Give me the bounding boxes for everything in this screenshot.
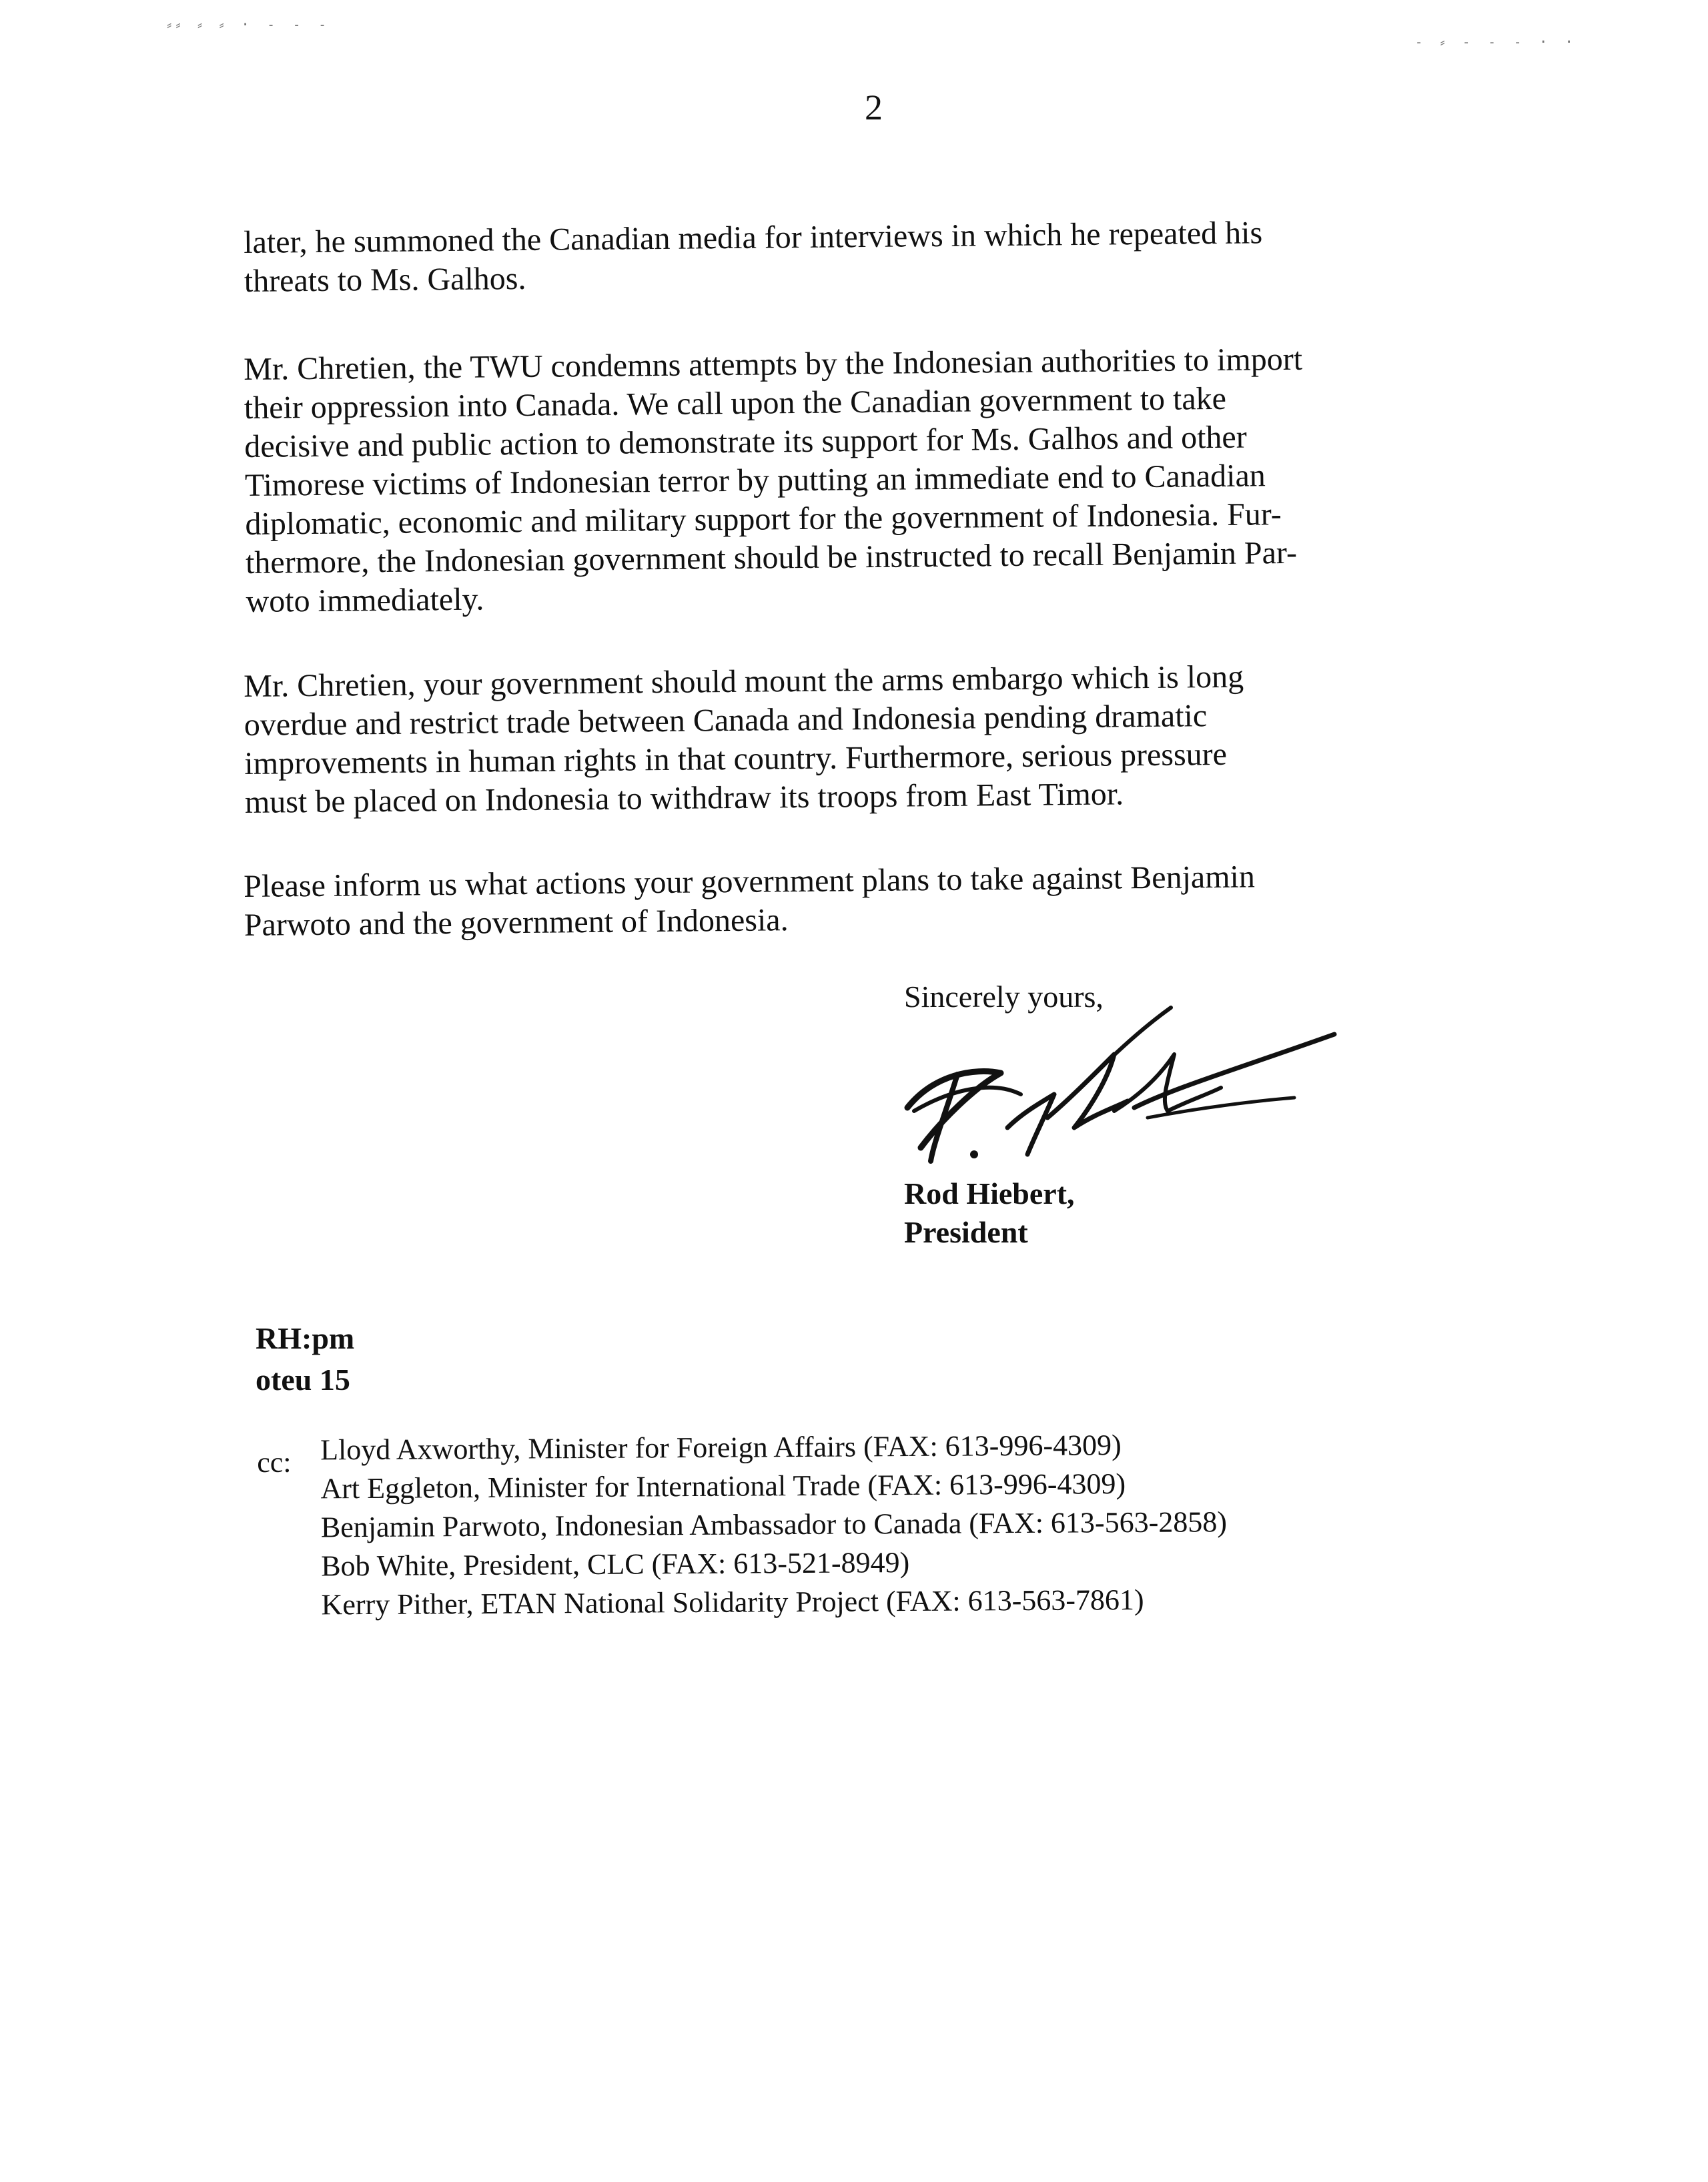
reference-initials (256, 1318, 354, 1401)
paragraph-line: decisive and public action to demonstrate its support for Ms. Galhos and other (244, 419, 1247, 464)
cc-recipient: Art Eggleton, Minister for International Trade (FAX: 613-996-4309) (320, 1467, 1126, 1505)
page-number: 2 (865, 87, 883, 127)
paragraph-line: threats to Ms. Galhos. (244, 260, 526, 299)
paragraph-line: Mr. Chretien, your government should mount the arms embargo which is long (244, 659, 1244, 704)
paragraph-line: thermore, the Indonesian government should be instructed to recall Benjamin Par- (245, 534, 1298, 581)
scan-noise-right: ˗ ⸗ ˗ ˗ ˗ · · (1414, 34, 1578, 51)
paragraph-2 (244, 338, 1554, 621)
scan-noise-left: ⸗⸗ ⸗ ⸗ · ˗ ˗ ˗ (167, 17, 331, 33)
paragraph-4 (244, 855, 1552, 945)
cc-recipient: Bob White, President, CLC (FAX: 613-521-8949) (321, 1546, 910, 1583)
paragraph-line: their oppression into Canada. We call upon the Canadian government to take (244, 380, 1227, 426)
paragraph-line: Parwoto and the government of Indonesia. (244, 902, 789, 943)
typist-initials: RH:pm (256, 1321, 355, 1355)
paragraph-line: Timorese victims of Indonesian terror by putting an immediate end to Canadian (244, 458, 1266, 503)
salutation: Sincerely yours, (904, 980, 1104, 1014)
signer-name: Rod Hiebert, (904, 1176, 1075, 1210)
cc-recipient: Kerry Pither, ETAN National Solidarity Project (FAX: 613-563-7861) (321, 1583, 1144, 1621)
cc-block (257, 1423, 1591, 1621)
reference-code: oteu 15 (256, 1363, 350, 1397)
signer-title: President (904, 1215, 1028, 1249)
paragraph-1 (244, 211, 1552, 301)
cc-list (320, 1425, 1228, 1624)
paragraph-line: diplomatic, economic and military support for the government of Indonesia. Fur- (245, 496, 1282, 542)
cc-label: cc: (257, 1445, 292, 1479)
paragraph-line: improvements in human rights in that country. Furthermore, serious pressure (244, 736, 1228, 781)
paragraph-line: overdue and restrict trade between Canada and Indonesia pending dramatic (244, 698, 1208, 743)
cc-recipient: Benjamin Parwoto, Indonesian Ambassador to Canada (FAX: 613-563-2858) (320, 1505, 1228, 1544)
paragraph-line: Mr. Chretien, the TWU condemns attempts by the Indonesian authorities to import (244, 341, 1303, 387)
paragraph-line: later, he summoned the Canadian media for interviews in which he repeated his (244, 215, 1263, 260)
paragraph-line: must be placed on Indonesia to withdraw its troops from East Timor. (244, 776, 1124, 820)
paragraph-line: Please inform us what actions your government plans to take against Benjamin (244, 859, 1256, 904)
paragraph-3 (244, 655, 1553, 822)
signature-image (894, 994, 1374, 1194)
cc-recipient: Lloyd Axworthy, Minister for Foreign Affairs (FAX: 613-996-4309) (320, 1429, 1122, 1467)
paragraph-line: woto immediately. (246, 581, 484, 619)
